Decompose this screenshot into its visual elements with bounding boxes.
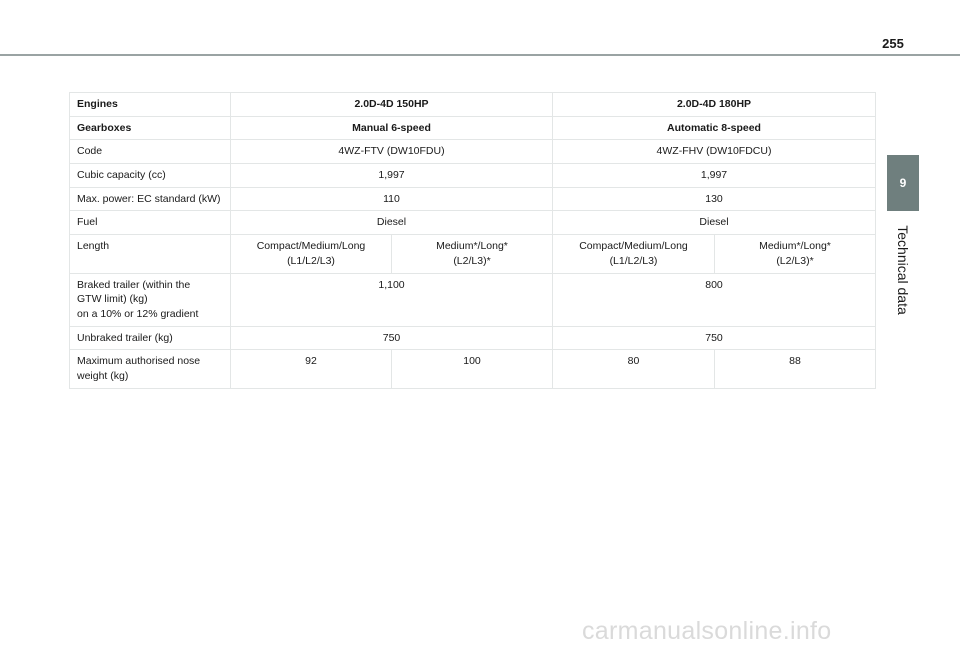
cell-line: Compact/Medium/Long [256,240,366,253]
table-cell: Diesel [553,211,876,235]
table-cell: 800 [553,273,876,326]
table-cell: Diesel [231,211,553,235]
table-cell: 130 [553,187,876,211]
cell-line: Medium*/Long* [759,240,831,253]
row-label: Max. power: EC standard (kW) [70,187,231,211]
table-cell: Automatic 8-speed [553,116,876,140]
table-cell: 750 [231,326,553,350]
table-cell: 80 [553,350,715,388]
table-cell: 1,997 [553,164,876,188]
watermark: carmanualsonline.info [582,617,832,645]
table-cell: 110 [231,187,553,211]
row-label: Gearboxes [70,116,231,140]
table-cell: 1,997 [231,164,553,188]
cell-line: (L1/L2/L3) [287,254,335,267]
row-label: Code [70,140,231,164]
row-label: Engines [70,93,231,117]
table-cell [231,235,392,273]
table-cell: 2.0D-4D 150HP [231,93,553,117]
row-label: Maximum authorised nose weight (kg) [70,350,231,388]
cell-line: Compact/Medium/Long [579,240,688,253]
cell-line: (L1/L2/L3) [609,254,658,267]
label-line: GTW limit) (kg) [77,293,148,306]
chapter-title [883,212,923,327]
table-row-unbraked-trailer [70,326,876,350]
table-cell [392,235,553,273]
label-line: Braked trailer (within the [77,278,191,291]
cell-line: Medium*/Long* [436,240,508,253]
page-number: 255 [882,36,904,51]
table-row-braked-trailer [70,273,876,326]
technical-data-table [69,92,876,389]
table-row-cubic-capacity [70,164,876,188]
table-row-max-power [70,187,876,211]
table-cell: 92 [231,350,392,388]
row-label: Fuel [70,211,231,235]
label-line: on a 10% or 12% gradient [77,307,199,320]
table-cell: 1,100 [231,273,553,326]
table-cell: 4WZ-FTV (DW10FDU) [231,140,553,164]
table-cell [715,235,876,273]
table-cell: 88 [715,350,876,388]
cell-line: (L2/L3)* [453,254,491,267]
chapter-title-text: Technical data [895,224,912,315]
row-label: Cubic capacity (cc) [70,164,231,188]
row-label: Unbraked trailer (kg) [70,326,231,350]
table-cell: 750 [553,326,876,350]
chapter-number-tab[interactable]: 9 [887,155,919,211]
table-cell: Manual 6-speed [231,116,553,140]
table-cell: 2.0D-4D 180HP [553,93,876,117]
table-row-gearboxes [70,116,876,140]
table-row-engines [70,93,876,117]
table-cell: 4WZ-FHV (DW10FDCU) [553,140,876,164]
cell-line: (L2/L3)* [776,254,814,267]
row-label: Length [70,235,231,273]
row-label [70,273,231,326]
table-row-code [70,140,876,164]
table-cell: 100 [392,350,553,388]
table-cell [553,235,715,273]
table-row-length [70,235,876,273]
header-divider [0,54,960,56]
table-row-fuel [70,211,876,235]
table-row-nose-weight [70,350,876,388]
